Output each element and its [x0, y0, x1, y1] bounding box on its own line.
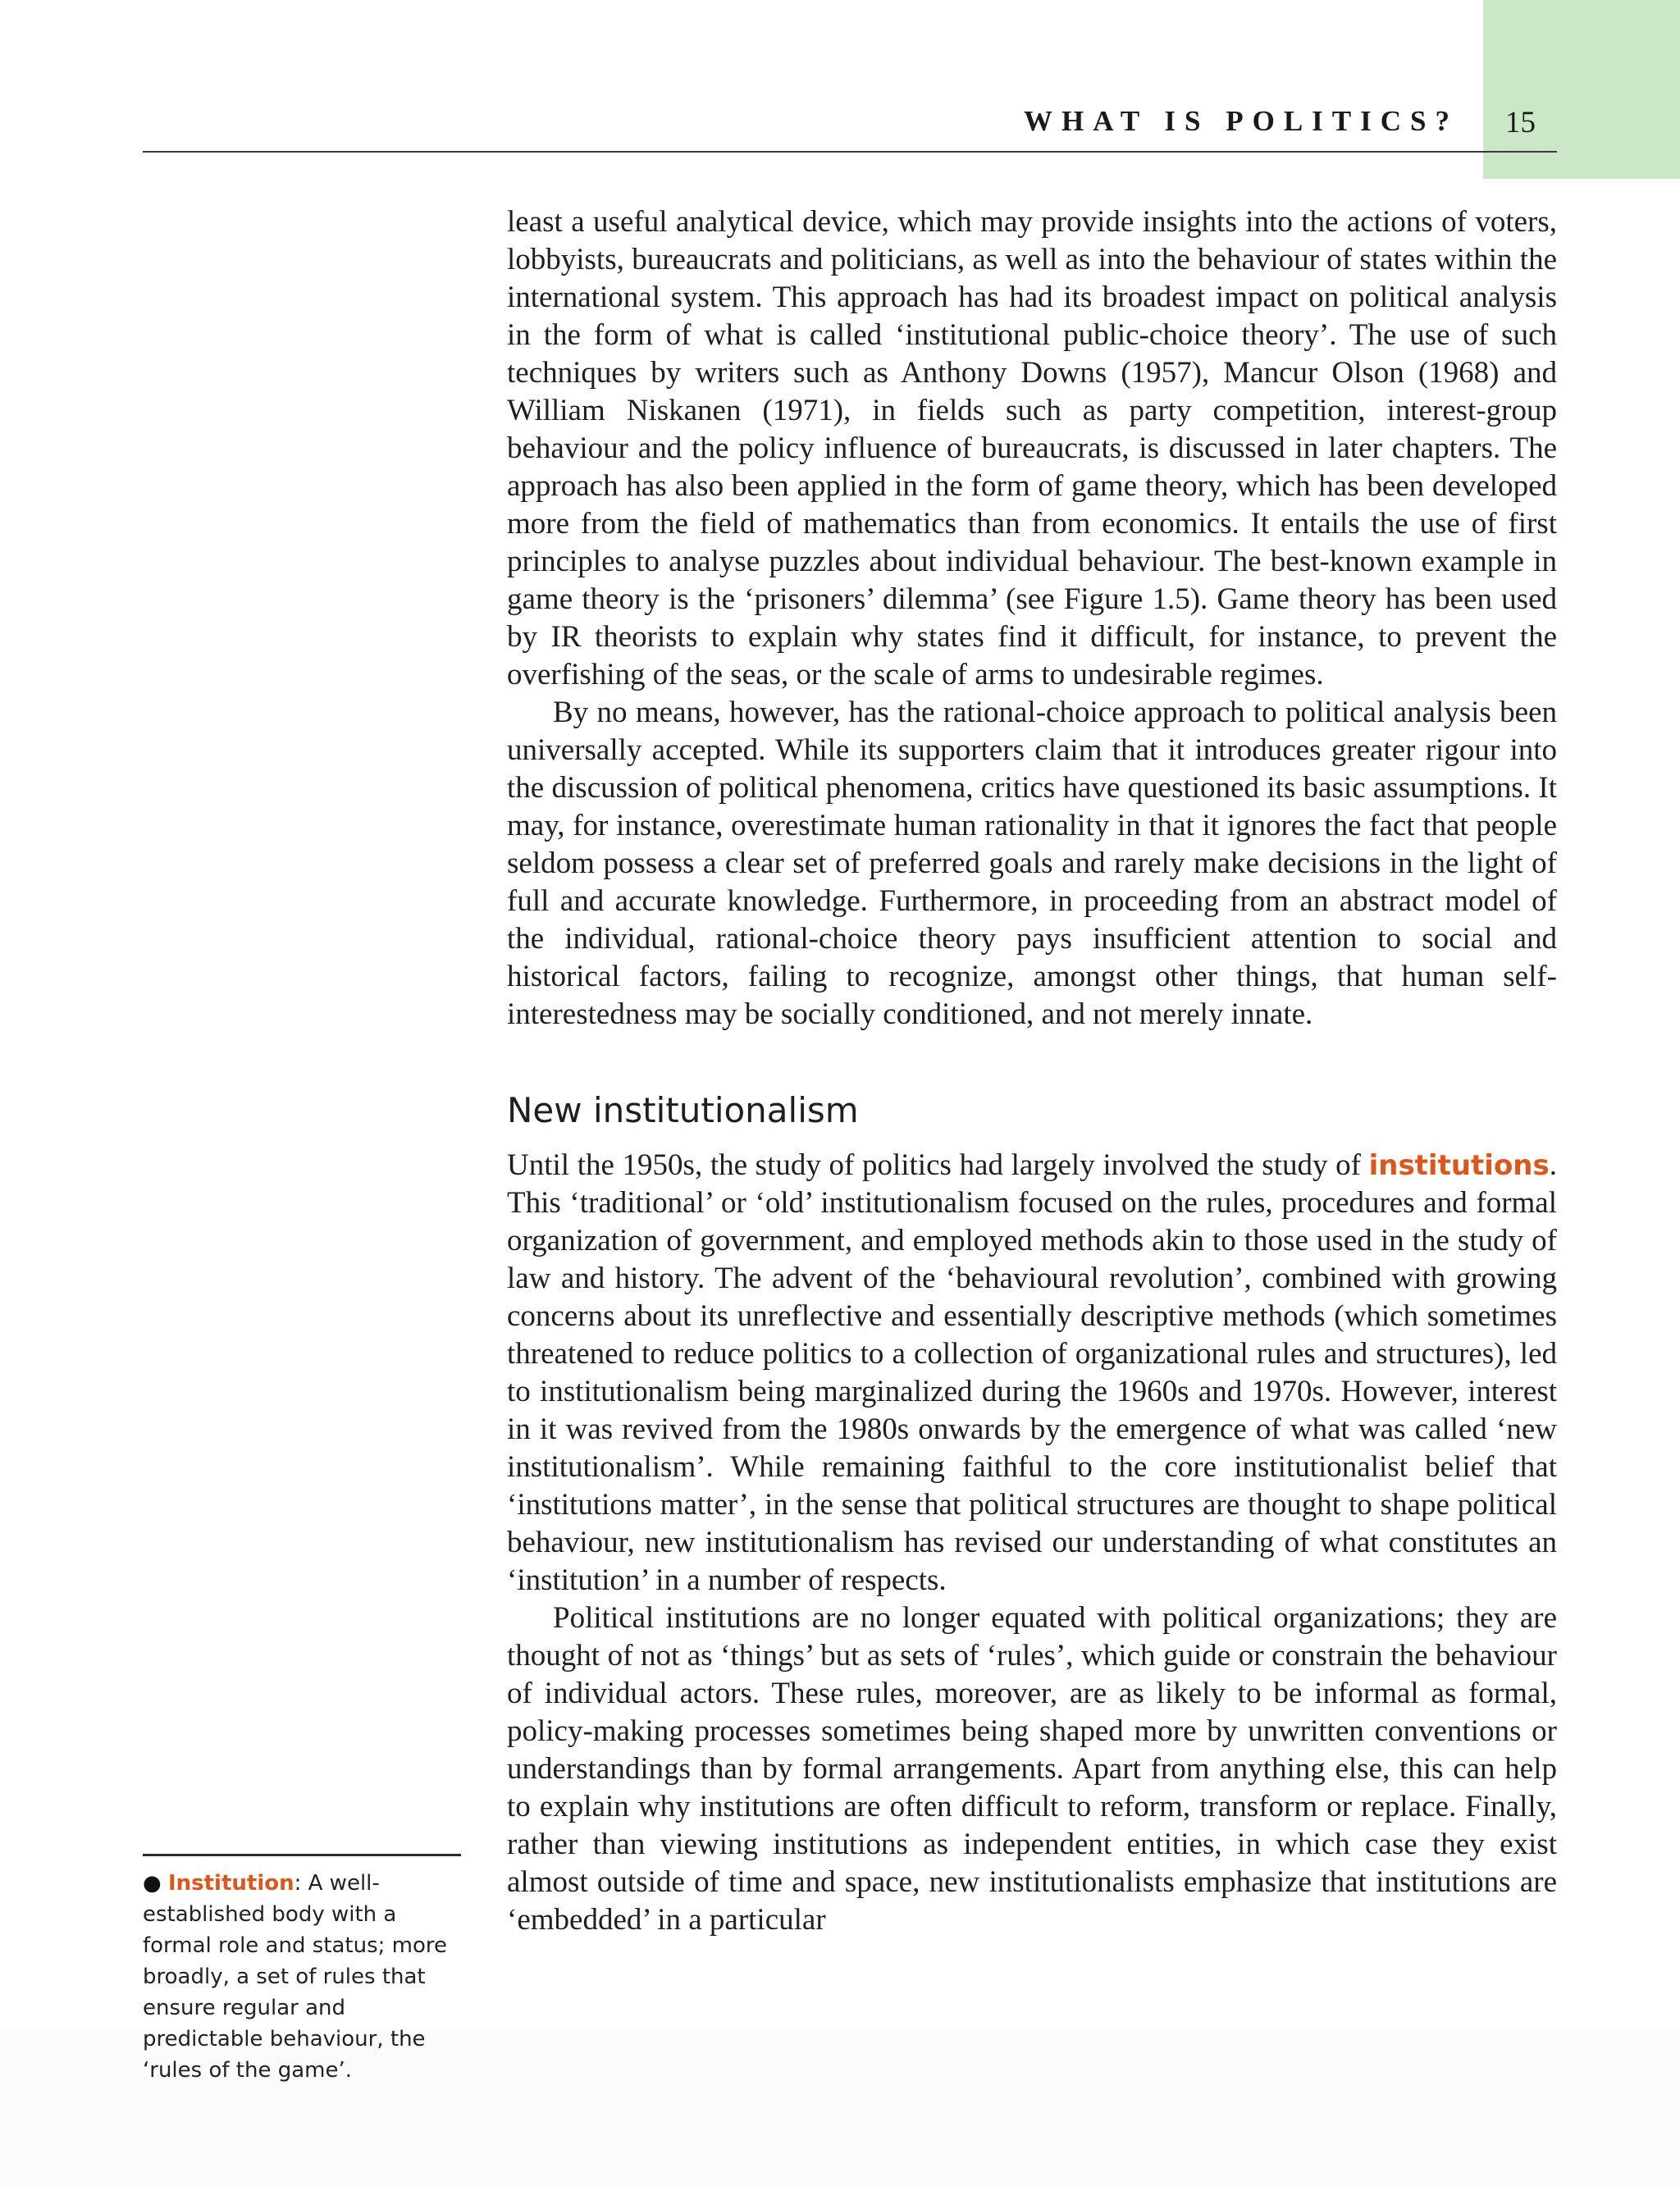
glossary-sidebar: [143, 1854, 461, 2086]
running-head-title: WHAT IS POLITICS?: [1024, 105, 1459, 137]
running-head: [143, 105, 1557, 153]
main-text-column: [507, 203, 1557, 1939]
paragraph-rational-choice-criticism: By no means, however, has the rational-choice approach to political analysis been universally accepted. While its supporters claim that it introduces greater rigour into the discussion of political phenomena, critics have questioned its basic assumptions. It may, for instance, overestimate human rationality in that it ignores the fact that people seldom possess a clear set of preferred goals and rarely make decisions in the light of full and accurate knowledge. Furthermore, in proceeding from an abstract model of the individual, rational-choice theory pays insufficient attention to social and historical factors, failing to recognize, amongst other things, that human self-interestedness may be socially conditioned, and not merely innate.: [507, 696, 1557, 1031]
paragraph-text-end: . This ‘traditional’ or ‘old’ institutionalism focused on the rules, procedures and formal organization of government, and employed methods akin to those used in the study of law and history. The advent of the ‘behavioural revolution’, combined with growing concerns about its unreflective and essentially descriptive methods (which sometimes threatened to reduce politics to a collection of organizational rules and structures), led to institutionalism being marginalized during the 1960s and 1970s. However, interest in it was revived from the 1980s onwards by the emergence of what was called ‘new institutionalism’. While remaining faithful to the core institutionalist belief that ‘institutions matter’, in the sense that political structures are thought to shape political behaviour, new institutionalism has revised our understanding of what constitutes an ‘institution’ in a number of respects.: [507, 1148, 1557, 1597]
page-number: 15: [1505, 106, 1536, 139]
glossary-definition: : A well-established body with a formal role and status; more broadly, a set of rules that ensure regular and predictable behaviour, the ‘rules of the game’.: [143, 1871, 447, 2083]
glossary-term: Institution: [167, 1871, 294, 1896]
paragraph-rational-choice-continued: least a useful analytical device, which may provide insights into the actions of voters, lobbyists, bureaucrats and politicians, as well as into the behaviour of states within the international system. This approach has had its broadest impact on political analysis in the form of what is called ‘institutional public-choice theory’. The use of such techniques by writers such as Anthony Downs (1957), Mancur Olson (1968) and William Niskanen (1971), in fields such as party competition, interest-group behaviour and the policy influence of bureaucrats, is discussed in later chapters. The approach has also been applied in the form of game theory, which has been developed more from the field of mathematics than from economics. It entails the use of first principles to analyse puzzles about individual behaviour. The best-known example in game theory is the ‘prisoners’ dilemma’ (see Figure 1.5). Game theory has been used by IR theorists to explain why states find it difficult, for instance, to prevent the overfishing of the seas, or the scale of arms to undesirable regimes.: [507, 205, 1557, 691]
paragraph-institutions-as-rules: Political institutions are no longer equated with political organizations; they are thought of not as ‘things’ but as sets of ‘rules’, which guide or constrain the behaviour of individual actors. These rules, moreover, are as likely to be informal as formal, policy-making processes sometimes being shaped more by unwritten conventions or understandings than by formal arrangements. Apart from anything else, this can help to explain why institutions are often difficult to reform, transform or replace. Finally, rather than viewing institutions as independent entities, in which case they exist almost outside of time and space, new institutionalists emphasize that institutions are ‘embedded’ in a particular: [507, 1601, 1557, 1937]
paragraph-text-start: Until the 1950s, the study of politics had largely involved the study of: [507, 1148, 1369, 1182]
section-heading: New institutionalism: [507, 1090, 859, 1130]
bullet-icon: ●: [143, 1871, 162, 1896]
paragraph-institutionalism-intro: [507, 1147, 1557, 1600]
key-term-institutions: institutions: [1368, 1149, 1550, 1182]
